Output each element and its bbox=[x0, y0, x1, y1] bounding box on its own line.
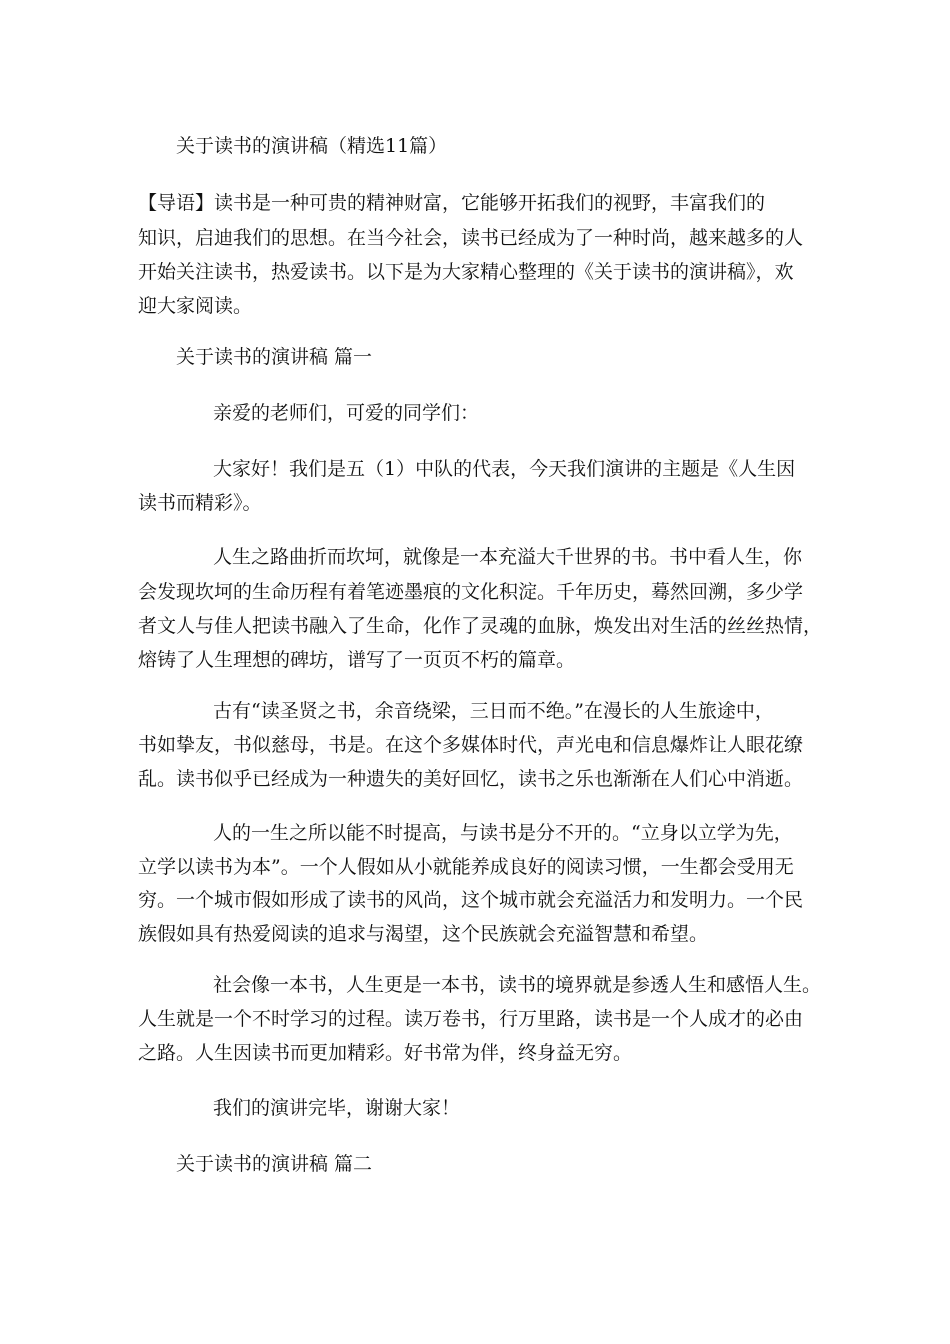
paragraph-line: 立学以读书为本”。一个人假如从小就能养成良好的阅读习惯，一生都会受用无 bbox=[138, 856, 794, 878]
paragraph-line: 之路。人生因读书而更加精彩。好书常为伴，终身益无穷。 bbox=[138, 1042, 633, 1064]
intro-line: 迎大家阅读。 bbox=[138, 295, 253, 317]
greeting: 亲爱的老师们，可爱的同学们： bbox=[213, 402, 480, 424]
paragraph-line: 人的一生之所以能不时提高，与读书是分不开的。“立身以立学为先， bbox=[213, 822, 793, 844]
paragraph-line: 人生之路曲折而坎坷，就像是一本充溢大千世界的书。书中看人生，你 bbox=[213, 546, 803, 568]
intro-line: 【导语】读书是一种可贵的精神财富，它能够开拓我们的视野，丰富我们的 bbox=[138, 192, 766, 214]
paragraph-line: 乱。读书似乎已经成为一种遗失的美好回忆，读书之乐也渐渐在人们心中消逝。 bbox=[138, 768, 804, 790]
closing-line: 我们的演讲完毕，谢谢大家！ bbox=[213, 1097, 461, 1119]
paragraph-line: 人生就是一个不时学习的过程。读万卷书，行万里路，读书是一个人成才的必由 bbox=[138, 1008, 804, 1030]
paragraph-line: 族假如具有热爱阅读的追求与渴望，这个民族就会充溢智慧和希望。 bbox=[138, 923, 709, 945]
paragraph-line: 大家好！我们是五（1）中队的代表，今天我们演讲的主题是《人生因 bbox=[213, 458, 796, 480]
section-heading-1: 关于读书的演讲稿 篇一 bbox=[176, 346, 373, 368]
paragraph-line: 会发现坎坷的生命历程有着笔迹墨痕的文化积淀。千年历史，蓦然回溯，多少学 bbox=[138, 581, 804, 603]
paragraph-line: 熔铸了人生理想的碑坊，谱写了一页页不朽的篇章。 bbox=[138, 649, 576, 671]
intro-line: 开始关注读书，热爱读书。以下是为大家精心整理的《关于读书的演讲稿》，欢 bbox=[138, 261, 794, 283]
paragraph-line: 社会像一本书，人生更是一本书，读书的境界就是参透人生和感悟人生。 bbox=[213, 974, 822, 996]
intro-line: 知识，启迪我们的思想。在当今社会，读书已经成为了一种时尚，越来越多的人 bbox=[138, 227, 804, 249]
paragraph-line: 者文人与佳人把读书融入了生命，化作了灵魂的血脉，焕发出对生活的丝丝热情， bbox=[138, 615, 823, 637]
paragraph-line: 读书而精彩》。 bbox=[138, 492, 262, 514]
document-title: 关于读书的演讲稿（精选11篇） bbox=[176, 135, 448, 157]
paragraph-line: 穷。一个城市假如形成了读书的风尚，这个城市就会充溢活力和发明力。一个民 bbox=[138, 889, 804, 911]
paragraph-line: 书如挚友，书似慈母，书是。在这个多媒体时代，声光电和信息爆炸让人眼花缭 bbox=[138, 734, 804, 756]
paragraph-line: 古有“读圣贤之书，余音绕梁，三日而不绝。”在漫长的人生旅途中， bbox=[213, 700, 774, 722]
section-heading-2: 关于读书的演讲稿 篇二 bbox=[176, 1153, 373, 1175]
